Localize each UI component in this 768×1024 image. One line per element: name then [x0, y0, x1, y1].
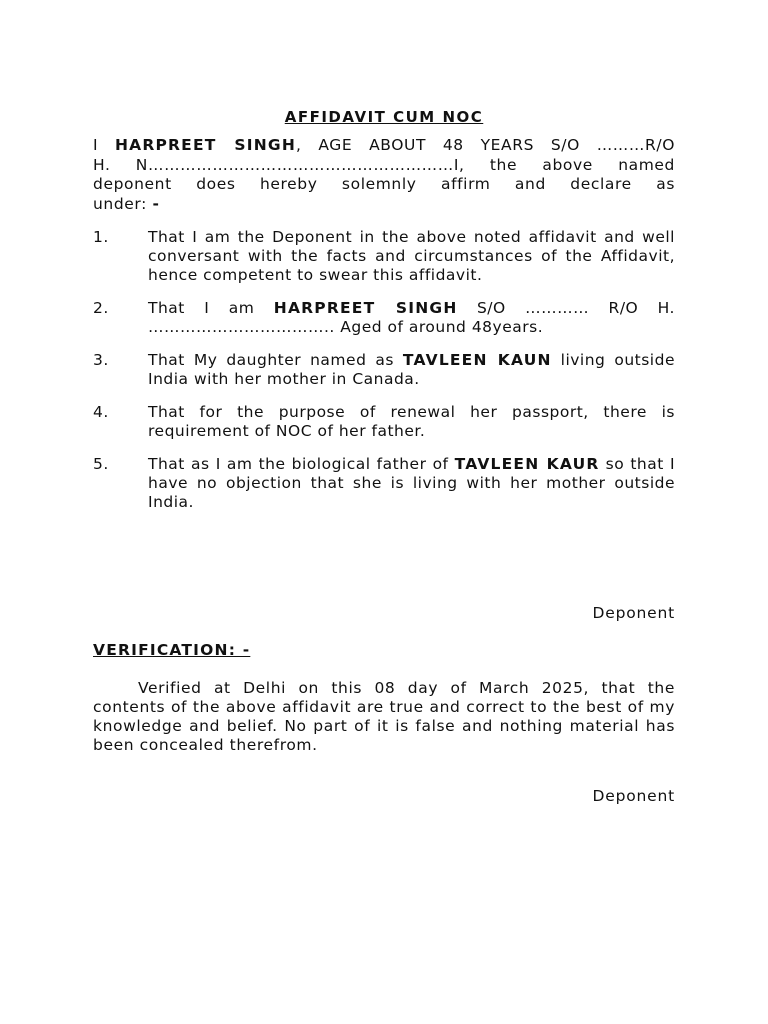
item-bold-name: TAVLEEN KAUR: [454, 455, 600, 473]
list-item: [93, 228, 675, 285]
item-text-pre: That I am: [148, 299, 274, 317]
intro-line-2: H. N…………………………………………………I, the above named: [93, 155, 675, 174]
item-bold-name: HARPREET SINGH: [273, 299, 458, 317]
deponent-signature-label: Deponent: [592, 604, 675, 622]
item-text-post: S/O ………… R/O H. …………………………….. Aged of around 48years.: [148, 299, 675, 336]
item-text-post: living outside India with her mother in Canada.: [148, 351, 675, 388]
verification-heading: VERIFICATION: -: [93, 641, 251, 659]
item-text: [148, 351, 675, 389]
intro-line-4: [93, 195, 675, 215]
item-number: 3.: [93, 351, 109, 369]
intro-prefix: I: [93, 136, 115, 154]
verification-paragraph: [93, 679, 675, 755]
intro-line-3: deponent does hereby solemnly affirm and declare as: [93, 175, 675, 193]
list-item: [93, 455, 675, 512]
item-number: 4.: [93, 403, 109, 421]
intro-line-4-text: under:: [93, 194, 153, 213]
list-item: [93, 403, 675, 441]
intro-paragraph: [93, 136, 675, 214]
list-item: [93, 351, 675, 389]
item-text: [148, 299, 675, 337]
item-text: That for the purpose of renewal her passport, there is requirement of NOC of her father.: [148, 403, 675, 440]
item-number: 5.: [93, 455, 109, 473]
item-number: 2.: [93, 299, 109, 317]
deponent-signature-label-2: Deponent: [592, 787, 675, 805]
deponent-name: HARPREET SINGH: [114, 136, 296, 154]
item-text-pre: That My daughter named as: [148, 351, 403, 369]
verification-text: Verified at Delhi on this 08 day of March 2025, that the contents of the above affidavit are true and correct to the best of my knowledge and belief. No part of it is false and nothing material has been concealed therefrom.: [93, 679, 675, 754]
item-text: That I am the Deponent in the above noted affidavit and well conversant with the facts and circumstances of the Affidavit, hence competent to swear this affidavit.: [148, 228, 675, 284]
item-text-pre: That as I am the biological father of: [148, 455, 455, 473]
affidavit-page: [93, 0, 675, 1024]
intro-line-1-rest: , AGE ABOUT 48 YEARS S/O ………R/O: [296, 136, 675, 154]
intro-line-4-dash: -: [152, 194, 160, 213]
item-text-post: so that I have no objection that she is living with her mother outside India.: [148, 455, 676, 511]
intro-line-1: [93, 136, 675, 156]
document-title: AFFIDAVIT CUM NOC: [284, 108, 484, 126]
item-text: [148, 455, 675, 512]
list-item: [93, 299, 675, 337]
numbered-statements: [93, 228, 675, 526]
item-number: 1.: [93, 228, 109, 246]
item-bold-name: TAVLEEN KAUN: [402, 351, 552, 369]
